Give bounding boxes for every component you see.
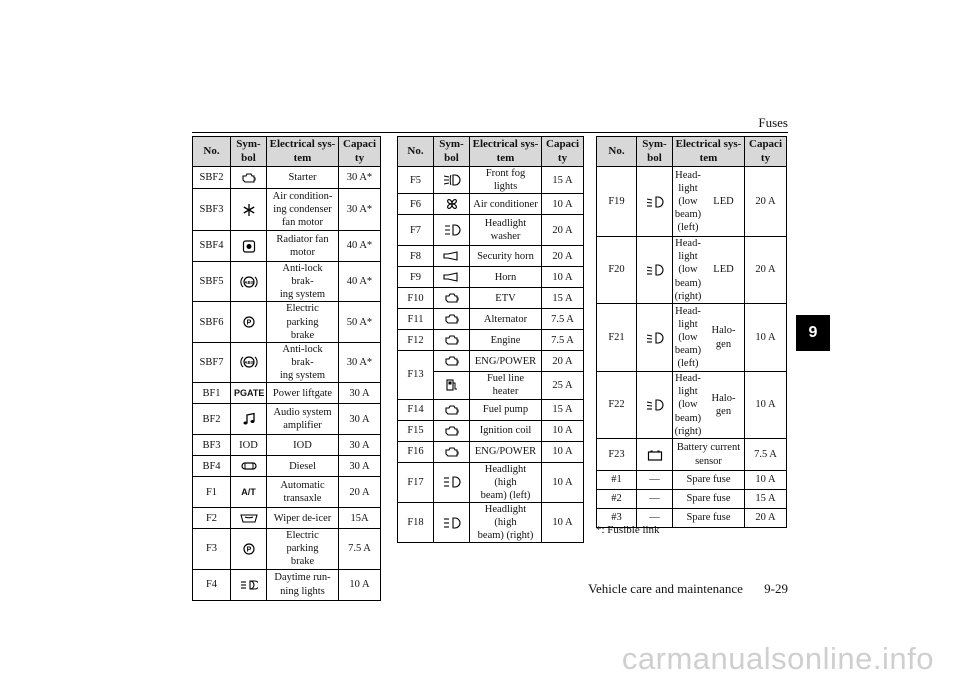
column-header-no: No.: [193, 137, 231, 167]
table-row: [398, 215, 584, 246]
fuse-symbol: [637, 471, 673, 490]
fuse-number: F13: [398, 351, 434, 399]
diesel-icon: [234, 459, 263, 473]
fuse-capacity: 10 A: [339, 569, 381, 600]
abs-icon: [234, 355, 263, 369]
table-row: [193, 342, 381, 382]
fuse-number: F11: [398, 309, 434, 330]
fuse-capacity: 30 A: [339, 383, 381, 404]
table-row: [597, 237, 787, 304]
audio-note-icon: [234, 412, 263, 426]
svg-text:ABS: ABS: [243, 360, 254, 366]
fuse-symbol: [434, 372, 470, 399]
fuse-symbol: [434, 351, 470, 372]
fuse-symbol: [231, 477, 267, 508]
table-row: [193, 508, 381, 529]
column-header-capacity: Capaci ty: [542, 137, 584, 167]
fuse-number: BF1: [193, 383, 231, 404]
fuse-symbol: [231, 383, 267, 404]
table-row: [398, 502, 584, 542]
fuse-symbol: [231, 167, 267, 189]
fuse-capacity: 15 A: [542, 399, 584, 420]
fuse-symbol: [434, 246, 470, 267]
electrical-system: Headlight washer: [470, 215, 542, 246]
table-row: [597, 439, 787, 471]
table-row: [597, 167, 787, 237]
fuse-number: F9: [398, 267, 434, 288]
engine-icon: [437, 313, 466, 325]
watermark: carmanualsonline.info: [621, 641, 934, 676]
fuse-number: SBF3: [193, 189, 231, 231]
svg-text:P: P: [246, 319, 251, 327]
column-header-capacity: Capaci ty: [339, 137, 381, 167]
fuse-number: SBF4: [193, 231, 231, 262]
fuse-capacity: 30 A*: [339, 167, 381, 189]
fuse-symbol: [434, 399, 470, 420]
fuse-symbol-text: —: [649, 493, 660, 505]
fuse-number: F10: [398, 288, 434, 309]
electrical-system: Audio system amplifier: [267, 404, 339, 435]
fuse-symbol: [637, 237, 673, 304]
fuse-number: F18: [398, 502, 434, 542]
table-row: [597, 471, 787, 490]
electrical-system: Fuel pump: [470, 399, 542, 420]
fuse-capacity: 50 A*: [339, 302, 381, 342]
fuse-number: SBF6: [193, 302, 231, 342]
fuse-symbol-text: —: [649, 474, 660, 486]
system-label: Head- light (low beam) (right): [674, 238, 702, 302]
ac-snowflake-icon: [234, 203, 263, 217]
fuse-capacity: 30 A: [339, 435, 381, 456]
electrical-system: Wiper de-icer: [267, 508, 339, 529]
electrical-system: Headlight (high beam) (right): [470, 502, 542, 542]
headlight-washer-icon: [437, 223, 466, 237]
system-label: Head- light (low beam) (left): [674, 169, 702, 234]
table-row: [193, 435, 381, 456]
fuse-capacity: 30 A*: [339, 189, 381, 231]
header-rule: [192, 132, 788, 133]
fuse-capacity: 20 A: [745, 509, 787, 528]
fuse-capacity: 10 A: [542, 462, 584, 502]
table-row: [193, 167, 381, 189]
table-row: [597, 372, 787, 439]
fuse-number: F7: [398, 215, 434, 246]
daytime-lights-icon: [234, 579, 263, 591]
fuse-number: #2: [597, 490, 637, 509]
fuse-number: F23: [597, 439, 637, 471]
column-header-no: No.: [597, 137, 637, 167]
electrical-system: Radiator fan motor: [267, 231, 339, 262]
table-row: [193, 302, 381, 342]
footer-section: Vehicle care and maintenance: [588, 581, 743, 596]
electrical-system: ETV: [470, 288, 542, 309]
electrical-system: [673, 372, 745, 439]
fuse-capacity: 10 A: [745, 304, 787, 372]
headlight-low-icon: [640, 263, 669, 277]
table-row: [193, 189, 381, 231]
fuse-capacity: 10 A: [542, 267, 584, 288]
fuse-capacity: 7.5 A: [542, 309, 584, 330]
electrical-system: Battery current sensor: [673, 439, 745, 471]
fuse-capacity: 30 A: [339, 404, 381, 435]
fuse-symbol: [637, 167, 673, 237]
fuse-table-2: [397, 136, 584, 543]
fuse-symbol: [434, 167, 470, 194]
electrical-system: Starter: [267, 167, 339, 189]
table-row: [193, 383, 381, 404]
table-row: [193, 529, 381, 569]
fuse-number: F2: [193, 508, 231, 529]
fuse-symbol: [434, 441, 470, 462]
fan-icon: [437, 197, 466, 211]
liftgate-icon: PGATE: [234, 387, 265, 398]
system-label: Head- light (low beam) (left): [674, 305, 702, 370]
electrical-system: Air condition- ing condenser fan motor: [267, 189, 339, 231]
fuse-symbol: [231, 302, 267, 342]
fuse-symbol: [434, 330, 470, 351]
column-header-system: Electrical sys- tem: [470, 137, 542, 167]
column-header-no: No.: [398, 137, 434, 167]
table-row: [398, 246, 584, 267]
headlight-high-icon: [437, 516, 466, 530]
electrical-system: Power liftgate: [267, 383, 339, 404]
fuse-number: F1: [193, 477, 231, 508]
table-row: [398, 351, 584, 372]
fuse-number: F20: [597, 237, 637, 304]
table-row: [398, 288, 584, 309]
wiper-deicer-icon: [234, 512, 263, 524]
horn-icon: [437, 272, 466, 282]
fuse-capacity: 20 A: [542, 246, 584, 267]
abs-icon: [234, 275, 263, 289]
fuse-capacity: 10 A: [745, 372, 787, 439]
battery-icon: [640, 449, 669, 461]
table-row: [193, 262, 381, 302]
chapter-tab: 9: [796, 315, 830, 351]
table-row: [398, 267, 584, 288]
electrical-system: Headlight (high beam) (left): [470, 462, 542, 502]
fuse-capacity: 20 A: [745, 167, 787, 237]
fuse-capacity: 7.5 A: [745, 439, 787, 471]
fuse-symbol: [434, 288, 470, 309]
column-header-symbol: Sym- bol: [434, 137, 470, 167]
table-row: [193, 477, 381, 508]
fuse-number: #1: [597, 471, 637, 490]
electrical-system: Alternator: [470, 309, 542, 330]
electrical-system: Front fog lights: [470, 167, 542, 194]
system-type: LED: [713, 195, 734, 207]
electrical-system: Diesel: [267, 456, 339, 477]
electrical-system: Electric parking brake: [267, 302, 339, 342]
fuse-capacity: 20 A: [745, 237, 787, 304]
fuse-symbol: [434, 215, 470, 246]
table-row: [398, 194, 584, 215]
fuse-capacity: 10 A: [542, 502, 584, 542]
system-label: Head- light (low beam) (right): [674, 373, 702, 437]
fuse-capacity: 30 A: [339, 456, 381, 477]
column-header-capacity: Capaci ty: [745, 137, 787, 167]
fuse-symbol: [231, 231, 267, 262]
electrical-system: Automatic transaxle: [267, 477, 339, 508]
headlight-low-icon: [640, 331, 669, 345]
engine-icon: [437, 425, 466, 437]
table-row: [398, 167, 584, 194]
electrical-system: [673, 167, 745, 237]
table-row: [398, 330, 584, 351]
fuse-symbol: [434, 502, 470, 542]
headlight-low-icon: [640, 195, 669, 209]
fuse-symbol: [637, 490, 673, 509]
table-row: [597, 304, 787, 372]
engine-icon: [437, 446, 466, 458]
electrical-system: Air conditioner: [470, 194, 542, 215]
fuse-capacity: 10 A: [542, 441, 584, 462]
electrical-system: [673, 304, 745, 372]
table-row: [398, 441, 584, 462]
electrical-system: Ignition coil: [470, 420, 542, 441]
fuse-symbol: [434, 420, 470, 441]
engine-icon: [437, 355, 466, 367]
fuse-symbol: [231, 529, 267, 569]
fuse-number: BF4: [193, 456, 231, 477]
page-header-title: Fuses: [758, 115, 788, 130]
electrical-system: [673, 237, 745, 304]
parking-brake-icon: [234, 315, 263, 329]
footnote: *: Fusible link: [596, 524, 660, 536]
fuse-capacity: 15 A: [542, 167, 584, 194]
fuse-capacity: 20 A: [542, 215, 584, 246]
fuse-symbol: [231, 262, 267, 302]
fuse-symbol: [434, 267, 470, 288]
fuse-number: F16: [398, 441, 434, 462]
fuse-symbol: [231, 189, 267, 231]
fuse-number: F22: [597, 372, 637, 439]
table-row: [193, 404, 381, 435]
electrical-system: Spare fuse: [673, 490, 745, 509]
fuse-number: BF3: [193, 435, 231, 456]
electrical-system: ENG/POWER: [470, 441, 542, 462]
electrical-system: Daytime run- ning lights: [267, 569, 339, 600]
fuse-number: F21: [597, 304, 637, 372]
fuse-capacity: 7.5 A: [542, 330, 584, 351]
fuse-symbol: [231, 569, 267, 600]
radiator-fan-icon: [234, 239, 263, 254]
headlight-low-icon: [640, 398, 669, 412]
column-header-system: Electrical sys- tem: [673, 137, 745, 167]
fuse-symbol: [637, 304, 673, 372]
svg-text:P: P: [246, 546, 251, 554]
fuse-symbol: [231, 342, 267, 382]
table-row: [398, 309, 584, 330]
electrical-system: IOD: [267, 435, 339, 456]
fuel-heater-icon: [437, 378, 466, 392]
column-header-system: Electrical sys- tem: [267, 137, 339, 167]
column-header-symbol: Sym- bol: [231, 137, 267, 167]
fuse-number: F8: [398, 246, 434, 267]
fuse-capacity: 15A: [339, 508, 381, 529]
fuse-symbol: [231, 508, 267, 529]
fuse-capacity: 40 A*: [339, 231, 381, 262]
fuse-number: F17: [398, 462, 434, 502]
electrical-system: Electric parking brake: [267, 529, 339, 569]
electrical-system: Spare fuse: [673, 471, 745, 490]
fuse-capacity: 25 A: [542, 372, 584, 399]
parking-brake-icon: [234, 542, 263, 556]
fuse-symbol: [434, 309, 470, 330]
table-row: [398, 420, 584, 441]
electrical-system: Fuel line heater: [470, 372, 542, 399]
engine-icon: [437, 404, 466, 416]
fuse-number: F4: [193, 569, 231, 600]
table-row: [193, 456, 381, 477]
system-type: Halo- gen: [711, 325, 736, 350]
electrical-system: Spare fuse: [673, 509, 745, 528]
fuse-capacity: 10 A: [745, 471, 787, 490]
fuse-number: F5: [398, 167, 434, 194]
fuse-capacity: 20 A: [339, 477, 381, 508]
engine-icon: [234, 172, 263, 184]
fuse-symbol-text: —: [649, 512, 660, 524]
fuse-symbol: [231, 435, 267, 456]
electrical-system: Horn: [470, 267, 542, 288]
system-type: LED: [713, 264, 734, 276]
fuse-number: F19: [597, 167, 637, 237]
fuse-capacity: 10 A: [542, 420, 584, 441]
fuse-number: F14: [398, 399, 434, 420]
fuse-symbol: [637, 439, 673, 471]
fuse-symbol: [231, 456, 267, 477]
fuse-capacity: 15 A: [542, 288, 584, 309]
electrical-system: Engine: [470, 330, 542, 351]
fuse-number: #3: [597, 509, 637, 528]
fuse-symbol: [434, 194, 470, 215]
system-type: Halo- gen: [711, 392, 736, 417]
electrical-system: Anti-lock brak- ing system: [267, 262, 339, 302]
fuse-number: SBF5: [193, 262, 231, 302]
fuse-symbol: [637, 372, 673, 439]
fuse-capacity: 20 A: [542, 351, 584, 372]
footer-page-number: 9-29: [764, 581, 788, 596]
fuse-symbol-text: IOD: [239, 439, 258, 451]
engine-icon: [437, 334, 466, 346]
fuse-capacity: 40 A*: [339, 262, 381, 302]
fuse-capacity: 10 A: [542, 194, 584, 215]
page-footer: [570, 581, 788, 597]
table-row: [398, 462, 584, 502]
fuse-capacity: 7.5 A: [339, 529, 381, 569]
headlight-high-icon: [437, 475, 466, 489]
fuse-symbol: [231, 404, 267, 435]
column-header-symbol: Sym- bol: [637, 137, 673, 167]
electrical-system: Anti-lock brak- ing system: [267, 342, 339, 382]
table-row: [398, 399, 584, 420]
fuse-symbol: [434, 462, 470, 502]
transaxle-icon: A/T: [241, 486, 256, 497]
horn-icon: [437, 251, 466, 261]
electrical-system: Security horn: [470, 246, 542, 267]
electrical-system: ENG/POWER: [470, 351, 542, 372]
table-row: [597, 490, 787, 509]
fuse-number: SBF2: [193, 167, 231, 189]
front-fog-icon: [437, 173, 466, 187]
fuse-number: F12: [398, 330, 434, 351]
fuse-number: F15: [398, 420, 434, 441]
fuse-table-1: [192, 136, 381, 601]
fuse-capacity: 30 A*: [339, 342, 381, 382]
fuse-number: BF2: [193, 404, 231, 435]
fuse-number: SBF7: [193, 342, 231, 382]
fuse-number: F6: [398, 194, 434, 215]
engine-icon: [437, 292, 466, 304]
svg-text:ABS: ABS: [243, 279, 254, 285]
fuse-number: F3: [193, 529, 231, 569]
table-row: [193, 569, 381, 600]
table-row: [193, 231, 381, 262]
fuse-table-3: [596, 136, 787, 528]
fuse-capacity: 15 A: [745, 490, 787, 509]
